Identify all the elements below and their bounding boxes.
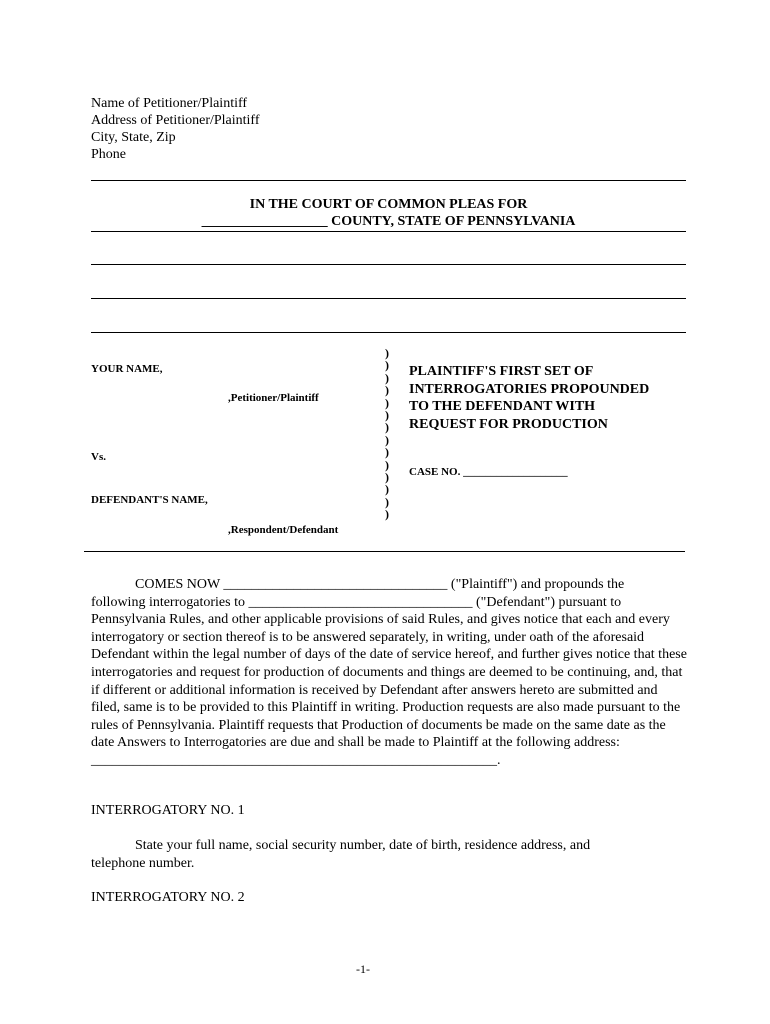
petitioner-phone: Phone [91, 147, 126, 162]
title-line-1: PLAINTIFF'S FIRST SET OF [409, 364, 594, 379]
intro-remaining-text: following interrogatories to ________________________________ ("Defendant") pursuant to Pennsylvania Rules, and other applicable provisions of said Rules, and gives notice that each and every interrogatory or section thereof is to be answered separately, in writing, under oath of the aforesaid Defendant within the legal number of days of the date of service hereof, and further gives notice that these interrogatories and request for production of documents and things are deemed to be continuing, and, that if different or additional information is received by Defendant after answers hereto are submitted and filed, same is to be provided to this Plaintiff in writing. Production requests are also made pursuant to the rules of Pennsylvania. Plaintiff requests that Production of documents be made on the same date as the date Answers to Interrogatories are due and shall be made to Plaintiff at the following address: __________________________________________________________. [91, 594, 687, 768]
petitioner-address: Address of Petitioner/Plaintiff [91, 113, 260, 128]
petitioner-name: Name of Petitioner/Plaintiff [91, 96, 248, 111]
title-line-3: TO THE DEFENDANT WITH [409, 399, 596, 414]
respondent-label: ,Respondent/Defendant [228, 524, 339, 536]
your-name-label: YOUR NAME, [91, 363, 163, 375]
versus-label: Vs. [91, 451, 106, 463]
blank-line-3 [91, 332, 686, 333]
court-heading: IN THE COURT OF COMMON PLEAS FOR [249, 197, 528, 212]
intro-first-line: COMES NOW ________________________________ ("Plaintiff") and propounds the [135, 577, 625, 592]
interrogatory-1-first-line: State your full name, social security number, date of birth, residence address, and [135, 838, 591, 853]
page-number: -1- [356, 962, 370, 976]
interrogatory-2-heading: INTERROGATORY NO. 2 [91, 890, 245, 905]
interrogatory-1-heading: INTERROGATORY NO. 1 [91, 803, 245, 818]
defendant-name-label: DEFENDANT'S NAME, [91, 494, 208, 506]
interrogatory-1-rest: telephone number. [91, 855, 195, 871]
caption-parentheses: ) ) ) ) ) ) ) ) ) ) ) ) ) ) [385, 346, 389, 522]
blank-line-2 [91, 298, 686, 299]
intro-paragraph [91, 576, 687, 770]
petitioner-city-state-zip: City, State, Zip [91, 130, 176, 145]
court-county-line: __________________ COUNTY, STATE OF PENNSYLVANIA [201, 214, 576, 229]
title-line-2: INTERROGATORIES PROPOUNDED [409, 381, 650, 397]
caption-divider [84, 551, 685, 552]
petitioner-label: ,Petitioner/Plaintiff [228, 392, 319, 404]
interrogatory-1-text [91, 837, 687, 872]
header-divider [91, 180, 686, 181]
title-line-4: REQUEST FOR PRODUCTION [409, 416, 608, 432]
blank-line-1 [91, 264, 686, 265]
case-number: CASE NO. ___________________ [409, 466, 568, 478]
document-title [409, 363, 649, 433]
court-underline [91, 231, 686, 232]
